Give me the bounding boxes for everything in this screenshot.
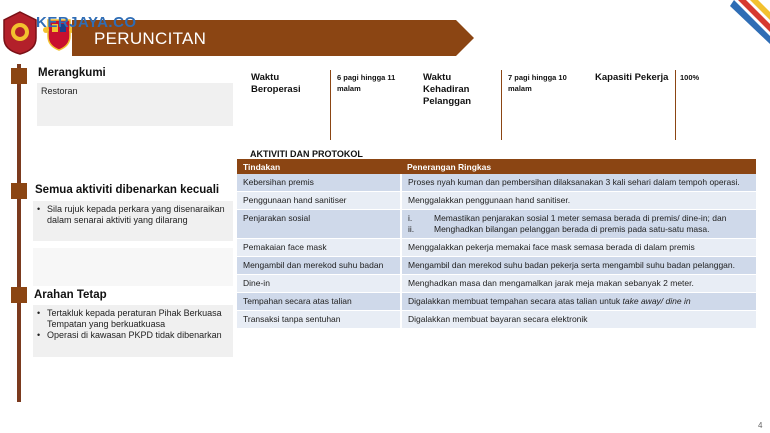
item-number: ii. xyxy=(408,224,415,234)
item-number: i. xyxy=(408,213,413,223)
kapasiti-value: 100% xyxy=(680,73,700,82)
header-tindakan: Tindakan xyxy=(237,159,401,174)
waktu-operasi-label: Waktu Beroperasi xyxy=(251,72,301,95)
cell-action: Penggunaan hand sanitiser xyxy=(237,192,401,210)
semua-aktiviti-title: Semua aktiviti dibenarkan kecuali xyxy=(35,184,220,196)
merangkumi-box xyxy=(37,83,233,126)
table-row xyxy=(237,239,756,257)
timeline-line xyxy=(17,64,21,402)
arahan-tetap-title: Arahan Tetap xyxy=(34,289,107,301)
list-item: • Tertakluk kepada peraturan Pihak Berkuasa Tempatan yang berkuatkuasa xyxy=(35,308,231,330)
timeline-node-arahan-tetap xyxy=(11,287,27,303)
list-item: • Sila rujuk kepada perkara yang disenaraikan dalam senarai aktiviti yang dilarang xyxy=(35,204,231,226)
kapasiti-label: Kapasiti Pekerja xyxy=(595,72,669,83)
divider xyxy=(501,70,502,140)
cell-desc: Digalakkan membuat bayaran secara elektronik xyxy=(401,311,756,329)
header-penerangan: Penerangan Ringkas xyxy=(401,159,756,174)
cell-desc: Menggalakkan penggunaan hand sanitiser. xyxy=(401,192,756,210)
timeline-node-merangkumi xyxy=(11,68,27,84)
protocol-table xyxy=(237,159,756,329)
cell-desc: Menggalakkan pekerja memakai face mask semasa berada di dalam premis xyxy=(401,239,756,257)
page-title: PERUNCITAN xyxy=(94,29,207,48)
list-item: • Operasi di kawasan PKPD tidak dibenarkan xyxy=(35,330,231,341)
table-header-row xyxy=(237,159,756,174)
merangkumi-title: Merangkumi xyxy=(38,67,106,79)
arahan-tetap-list xyxy=(35,308,231,341)
divider xyxy=(330,70,331,140)
table-row xyxy=(237,174,756,192)
table-row xyxy=(237,293,756,311)
merangkumi-value: Restoran xyxy=(41,86,78,96)
waktu-operasi-value: 6 pagi hingga 11 malam xyxy=(337,73,396,93)
waktu-kehadiran-value: 7 pagi hingga 10 malam xyxy=(508,73,567,93)
aktiviti-title: AKTIVITI DAN PROTOKOL xyxy=(250,149,363,159)
cell-action: Dine-in xyxy=(237,275,401,293)
cell-desc: Mengambil dan merekod suhu badan pekerja serta mengambil suhu badan pelanggan. xyxy=(401,257,756,275)
cell-action: Pemakaian face mask xyxy=(237,239,401,257)
cell-action: Kebersihan premis xyxy=(237,174,401,192)
timeline-node-semua-aktiviti xyxy=(11,183,27,199)
corner-stripes-decoration xyxy=(730,0,770,60)
cell-desc xyxy=(401,210,756,239)
table-row xyxy=(237,275,756,293)
divider xyxy=(675,70,676,140)
table-row xyxy=(237,192,756,210)
empty-box xyxy=(33,248,233,286)
item-text: Menghadkan bilangan pelanggan berada di premis pada satu-satu masa. xyxy=(434,224,710,234)
cell-action: Mengambil dan merekod suhu badan xyxy=(237,257,401,275)
cell-action: Transaksi tanpa sentuhan xyxy=(237,311,401,329)
ministry-emblem-icon xyxy=(2,10,38,56)
list-item xyxy=(408,224,750,235)
table-row xyxy=(237,210,756,239)
page-number: 4 xyxy=(758,421,763,430)
cell-action: Tempahan secara atas talian xyxy=(237,293,401,311)
list-item xyxy=(408,213,750,224)
desc-italic-text: take away/ dine in xyxy=(622,296,691,306)
cell-action: Penjarakan sosial xyxy=(237,210,401,239)
cell-desc: Menghadkan masa dan mengamalkan jarak meja makan sebanyak 2 meter. xyxy=(401,275,756,293)
semua-aktiviti-box xyxy=(33,201,233,241)
watermark-text: KERJAYA.CO xyxy=(36,14,137,31)
table-row xyxy=(237,311,756,329)
desc-text: Digalakkan membuat tempahan secara atas talian untuk xyxy=(408,296,621,306)
cell-desc: Proses nyah kuman dan pembersihan dilaksanakan 3 kali sehari dalam tempoh operasi. xyxy=(401,174,756,192)
waktu-kehadiran-label: Waktu Kehadiran Pelanggan xyxy=(423,72,472,107)
semua-aktiviti-list xyxy=(35,204,231,226)
cell-desc xyxy=(401,293,756,311)
item-text: Memastikan penjarakan sosial 1 meter semasa berada di premis/ dine-in; dan xyxy=(434,213,727,223)
penjarakan-list xyxy=(408,213,750,235)
arahan-tetap-box xyxy=(33,305,233,357)
table-row xyxy=(237,257,756,275)
